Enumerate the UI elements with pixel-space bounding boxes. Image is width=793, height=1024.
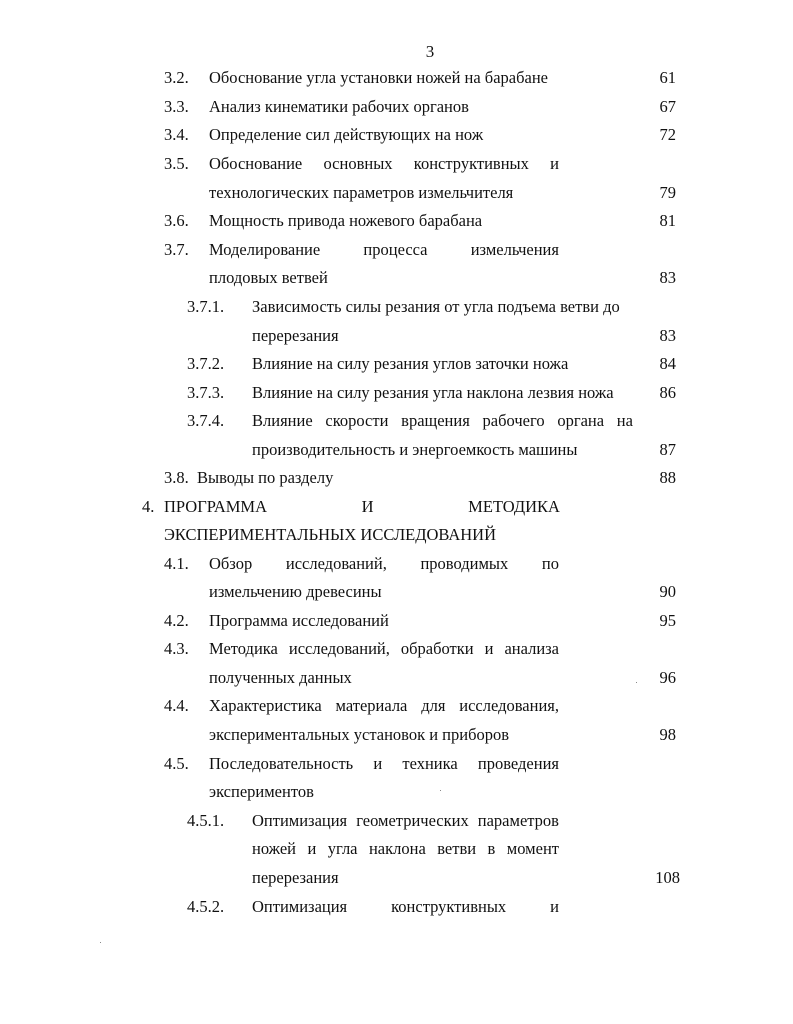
word: техника xyxy=(402,754,458,773)
word: наклона xyxy=(368,839,426,858)
toc-title-line1: Зависимость силы резания от угла подъема ветви до xyxy=(252,297,620,316)
word: для xyxy=(421,696,446,715)
toc-entry-3-5-cont xyxy=(0,181,793,205)
toc-title: Обоснование угла установки ножей на барабане xyxy=(209,68,548,87)
toc-title: Влияние на силу резания угла наклона лезвия ножа xyxy=(252,383,614,402)
toc-title-line2: технологических параметров измельчителя xyxy=(209,183,514,202)
word: ПРОГРАММА xyxy=(164,497,267,516)
toc-page: 83 xyxy=(659,268,676,287)
toc-title-line1 xyxy=(209,752,559,776)
toc-number: 3.7.1. xyxy=(187,297,225,316)
toc-title-line2: перерезания xyxy=(252,326,339,345)
word: рабочего xyxy=(482,411,545,430)
word: Моделирование xyxy=(209,240,321,259)
toc-entry-3-4 xyxy=(0,123,793,147)
word: Влияние xyxy=(252,411,313,430)
word: и xyxy=(307,839,317,858)
word: геометрических xyxy=(356,811,469,830)
toc-entry-3-6 xyxy=(0,209,793,233)
toc-entry-3-7-4 xyxy=(0,409,793,433)
word: анализа xyxy=(504,639,559,658)
toc-number: 4.2. xyxy=(164,611,189,630)
toc-title-line2 xyxy=(252,837,559,861)
toc-page: 98 xyxy=(659,725,676,744)
toc-number: 4.1. xyxy=(164,554,189,573)
toc-title-line1 xyxy=(252,409,633,433)
word: материала xyxy=(335,696,408,715)
word: основных xyxy=(323,154,393,173)
toc-title-line2: ЭКСПЕРИМЕНТАЛЬНЫХ ИССЛЕДОВАНИЙ xyxy=(164,525,497,544)
word: процесса xyxy=(363,240,428,259)
toc-entry-4-5 xyxy=(0,752,793,776)
toc-number: 3.2. xyxy=(164,68,189,87)
toc-title-line1 xyxy=(252,809,559,833)
toc-title-line1 xyxy=(164,495,560,519)
toc-title-line2: полученных данных xyxy=(209,668,352,687)
toc-number: 3.7.3. xyxy=(187,383,225,402)
word: Обоснование xyxy=(209,154,303,173)
word: по xyxy=(541,554,559,573)
toc-number: 4.5. xyxy=(164,754,189,773)
word: исследований, xyxy=(288,639,390,658)
word: конструктивных xyxy=(391,897,507,916)
toc-entry-4-1 xyxy=(0,552,793,576)
toc-entry-3-8 xyxy=(0,466,793,490)
toc-title: Мощность привода ножевого барабана xyxy=(209,211,483,230)
toc-page: 67 xyxy=(659,97,676,116)
toc-entry-4-5-1-cont xyxy=(0,837,793,861)
toc-page: 96 xyxy=(659,668,676,687)
toc-page: 81 xyxy=(659,211,676,230)
word: скорости xyxy=(325,411,389,430)
toc-entry-4-3 xyxy=(0,637,793,661)
scan-speck xyxy=(440,790,441,791)
toc-page: 83 xyxy=(659,326,676,345)
word: на xyxy=(616,411,633,430)
word: параметров xyxy=(477,811,559,830)
toc-title: Программа исследований xyxy=(209,611,389,630)
toc-page: 108 xyxy=(655,868,680,887)
word: ветви xyxy=(437,839,477,858)
word: исследований, xyxy=(285,554,387,573)
toc-number: 4.3. xyxy=(164,639,189,658)
toc-entry-3-3 xyxy=(0,95,793,119)
toc-title-line1 xyxy=(209,152,559,176)
toc-title: Выводы по разделу xyxy=(197,468,334,487)
word: и xyxy=(550,154,559,173)
toc-entry-4-5-cont xyxy=(0,780,793,804)
word: вращения xyxy=(401,411,470,430)
word: исследования, xyxy=(459,696,559,715)
word: и xyxy=(373,754,383,773)
word: Обзор xyxy=(209,554,253,573)
toc-title-line2: экспериментов xyxy=(209,782,314,801)
word: Оптимизация xyxy=(252,811,348,830)
word: Последовательность xyxy=(209,754,354,773)
word: в xyxy=(487,839,496,858)
toc-page: 90 xyxy=(659,582,676,601)
toc-title-line2: плодовых ветвей xyxy=(209,268,328,287)
toc-number: 3.8. xyxy=(164,468,189,487)
word: и xyxy=(550,897,559,916)
toc-entry-4 xyxy=(0,495,793,519)
toc-title-line1 xyxy=(209,637,559,661)
toc-title: Влияние на силу резания углов заточки ножа xyxy=(252,354,569,373)
toc-page: 72 xyxy=(659,125,676,144)
toc-entry-4-4 xyxy=(0,694,793,718)
toc-entry-3-7-2 xyxy=(0,352,793,376)
scan-speck xyxy=(636,682,637,683)
toc-number: 4.4. xyxy=(164,696,189,715)
toc-title-line2: измельчению древесины xyxy=(209,582,382,601)
toc-page: 84 xyxy=(659,354,676,373)
word: ножей xyxy=(252,839,297,858)
toc-page: 87 xyxy=(659,440,676,459)
toc-entry-3-7-4-cont xyxy=(0,438,793,462)
toc-number: 3.7.4. xyxy=(187,411,225,430)
toc-title-line1 xyxy=(209,694,559,718)
toc-entry-3-5 xyxy=(0,152,793,176)
word: и xyxy=(484,639,494,658)
toc-entry-3-7 xyxy=(0,238,793,262)
word: измельчения xyxy=(470,240,559,259)
toc-entry-4-5-1-cont2 xyxy=(0,866,793,890)
word: МЕТОДИКА xyxy=(468,497,560,516)
toc-entry-4-5-2 xyxy=(0,895,793,919)
toc-entry-3-7-1 xyxy=(0,295,793,319)
toc-title: Определение сил действующих на нож xyxy=(209,125,484,144)
word: Методика xyxy=(209,639,278,658)
toc-entry-4-2 xyxy=(0,609,793,633)
word: Характеристика xyxy=(209,696,322,715)
toc-title-line2: экспериментальных установок и приборов xyxy=(209,725,510,744)
toc-title-line2: производительность и энергоемкость машины xyxy=(252,440,578,459)
toc-number: 3.4. xyxy=(164,125,189,144)
toc-entry-4-5-1 xyxy=(0,809,793,833)
page-number: 3 xyxy=(425,42,435,61)
toc-entry-3-2 xyxy=(0,66,793,90)
toc-entry-3-7-cont xyxy=(0,266,793,290)
toc-entry-4-4-cont xyxy=(0,723,793,747)
word: конструктивных xyxy=(413,154,529,173)
toc-number: 3.3. xyxy=(164,97,189,116)
toc-entry-3-7-3 xyxy=(0,381,793,405)
word: момент xyxy=(506,839,559,858)
toc-number: 3.5. xyxy=(164,154,189,173)
toc-page: 79 xyxy=(659,183,676,202)
toc-page: 88 xyxy=(659,468,676,487)
toc-number: 4.5.2. xyxy=(187,897,225,916)
toc-title-line3: перерезания xyxy=(252,868,339,887)
scan-speck xyxy=(100,942,101,943)
toc-title-line1 xyxy=(209,552,559,576)
toc-number: 3.7. xyxy=(164,240,189,259)
word: обработки xyxy=(400,639,474,658)
toc-title-line1 xyxy=(209,238,559,262)
toc-entry-4-cont xyxy=(0,523,793,547)
toc-title-line1 xyxy=(252,895,559,919)
word: И xyxy=(361,497,374,516)
word: проведения xyxy=(477,754,559,773)
toc-number: 3.6. xyxy=(164,211,189,230)
toc-entry-4-1-cont xyxy=(0,580,793,604)
word: проводимых xyxy=(420,554,509,573)
toc-title: Анализ кинематики рабочих органов xyxy=(209,97,469,116)
word: угла xyxy=(327,839,358,858)
toc-entry-4-3-cont xyxy=(0,666,793,690)
word: Оптимизация xyxy=(252,897,348,916)
toc-number: 4. xyxy=(142,497,155,516)
word: органа xyxy=(557,411,605,430)
toc-entry-3-7-1-cont xyxy=(0,324,793,348)
toc-page: 86 xyxy=(659,383,676,402)
toc-number: 4.5.1. xyxy=(187,811,225,830)
toc-page: 95 xyxy=(659,611,676,630)
toc-page: 61 xyxy=(659,68,676,87)
toc-number: 3.7.2. xyxy=(187,354,225,373)
